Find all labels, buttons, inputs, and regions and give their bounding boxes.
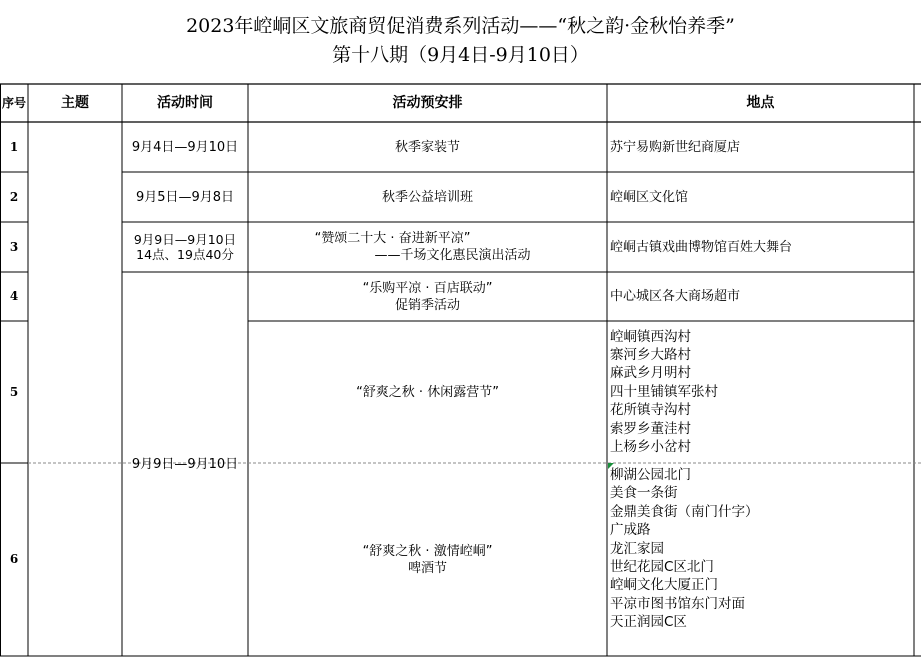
merged-time: 9月9日—9月10日 (131, 456, 239, 472)
time-hours: 14点、19点40分 (136, 247, 234, 262)
row-location (607, 172, 914, 222)
row-activity (248, 272, 607, 321)
row-location (607, 222, 914, 272)
header-activity: 活动预安排 (392, 94, 463, 111)
activity-line: 秋季公益培训班 (381, 189, 473, 205)
time-range: 9月9日—9月10日 (133, 232, 237, 247)
location-line: 龙汇家园 (610, 540, 664, 557)
row-location (607, 321, 914, 463)
location-line: 平凉市图书馆东门对面 (610, 595, 745, 612)
activity-line: “赞颂二十大 · 奋进新平凉” (314, 231, 471, 246)
row-time (122, 222, 248, 272)
location-line: 寨河乡大路村 (610, 346, 691, 363)
location-line: 崆峒镇西沟村 (610, 328, 691, 345)
location-line: 花所镇寺沟村 (610, 402, 691, 419)
row-index: 3 (9, 239, 19, 254)
location-line: 索罗乡董洼村 (610, 420, 691, 437)
location-line: 世纪花园C区北门 (610, 559, 714, 576)
row-time: 9月5日—9月8日 (135, 189, 235, 205)
row-activity (248, 172, 607, 222)
row-index: 4 (9, 289, 19, 303)
location-line: 四十里铺镇军张村 (610, 383, 718, 400)
row-activity (248, 321, 607, 463)
location-line: 麻武乡月明村 (610, 365, 691, 382)
activity-line: 促销季活动 (394, 297, 460, 313)
row-activity (248, 122, 607, 172)
page-title: 2023年崆峒区文旅商贸促消费系列活动——“秋之韵·金秋怡养季” (186, 15, 735, 37)
row-activity (248, 222, 607, 272)
page-subtitle: 第十八期（9月4日-9月10日） (332, 44, 589, 66)
location-line: 苏宁易购新世纪商厦店 (610, 139, 741, 155)
row-index: 2 (9, 189, 19, 204)
row-index: 6 (9, 552, 19, 566)
location-line: 金鼎美食街（南门什字） (610, 503, 759, 520)
location-line: 崆峒古镇戏曲博物馆百姓大舞台 (610, 239, 793, 255)
row-location (607, 466, 914, 656)
row-location (607, 272, 914, 321)
row-time: 9月4日—9月10日 (131, 139, 239, 155)
row-location (607, 122, 914, 172)
activity-line: “舒爽之秋 · 休闲露营节” (356, 384, 499, 400)
location-line: 广成路 (610, 522, 651, 539)
activity-line: ——千场文化惠民演出活动 (374, 248, 531, 263)
row-activity (248, 463, 607, 656)
location-line: 美食一条街 (610, 485, 678, 502)
row-index: 1 (9, 139, 19, 154)
location-line: 中心城区各大商场超市 (610, 289, 741, 304)
location-line: 天正润园C区 (610, 614, 687, 631)
activity-line: 秋季家装节 (394, 139, 460, 155)
header-index: 序号 (1, 95, 26, 110)
activity-line: 啤酒节 (407, 560, 447, 576)
activity-line: “乐购平凉 · 百店联动” (362, 280, 493, 296)
header-theme: 主题 (61, 94, 89, 111)
activity-line: “舒爽之秋 · 激情崆峒” (362, 543, 493, 559)
header-location: 地点 (746, 94, 775, 111)
location-line: 上杨乡小岔村 (610, 439, 691, 456)
row-index: 5 (9, 384, 19, 399)
location-line: 崆峒文化大厦正门 (610, 577, 718, 594)
location-line: 崆峒区文化馆 (610, 189, 689, 205)
header-time: 活动时间 (157, 94, 213, 111)
location-line: 柳湖公园北门 (610, 467, 691, 483)
